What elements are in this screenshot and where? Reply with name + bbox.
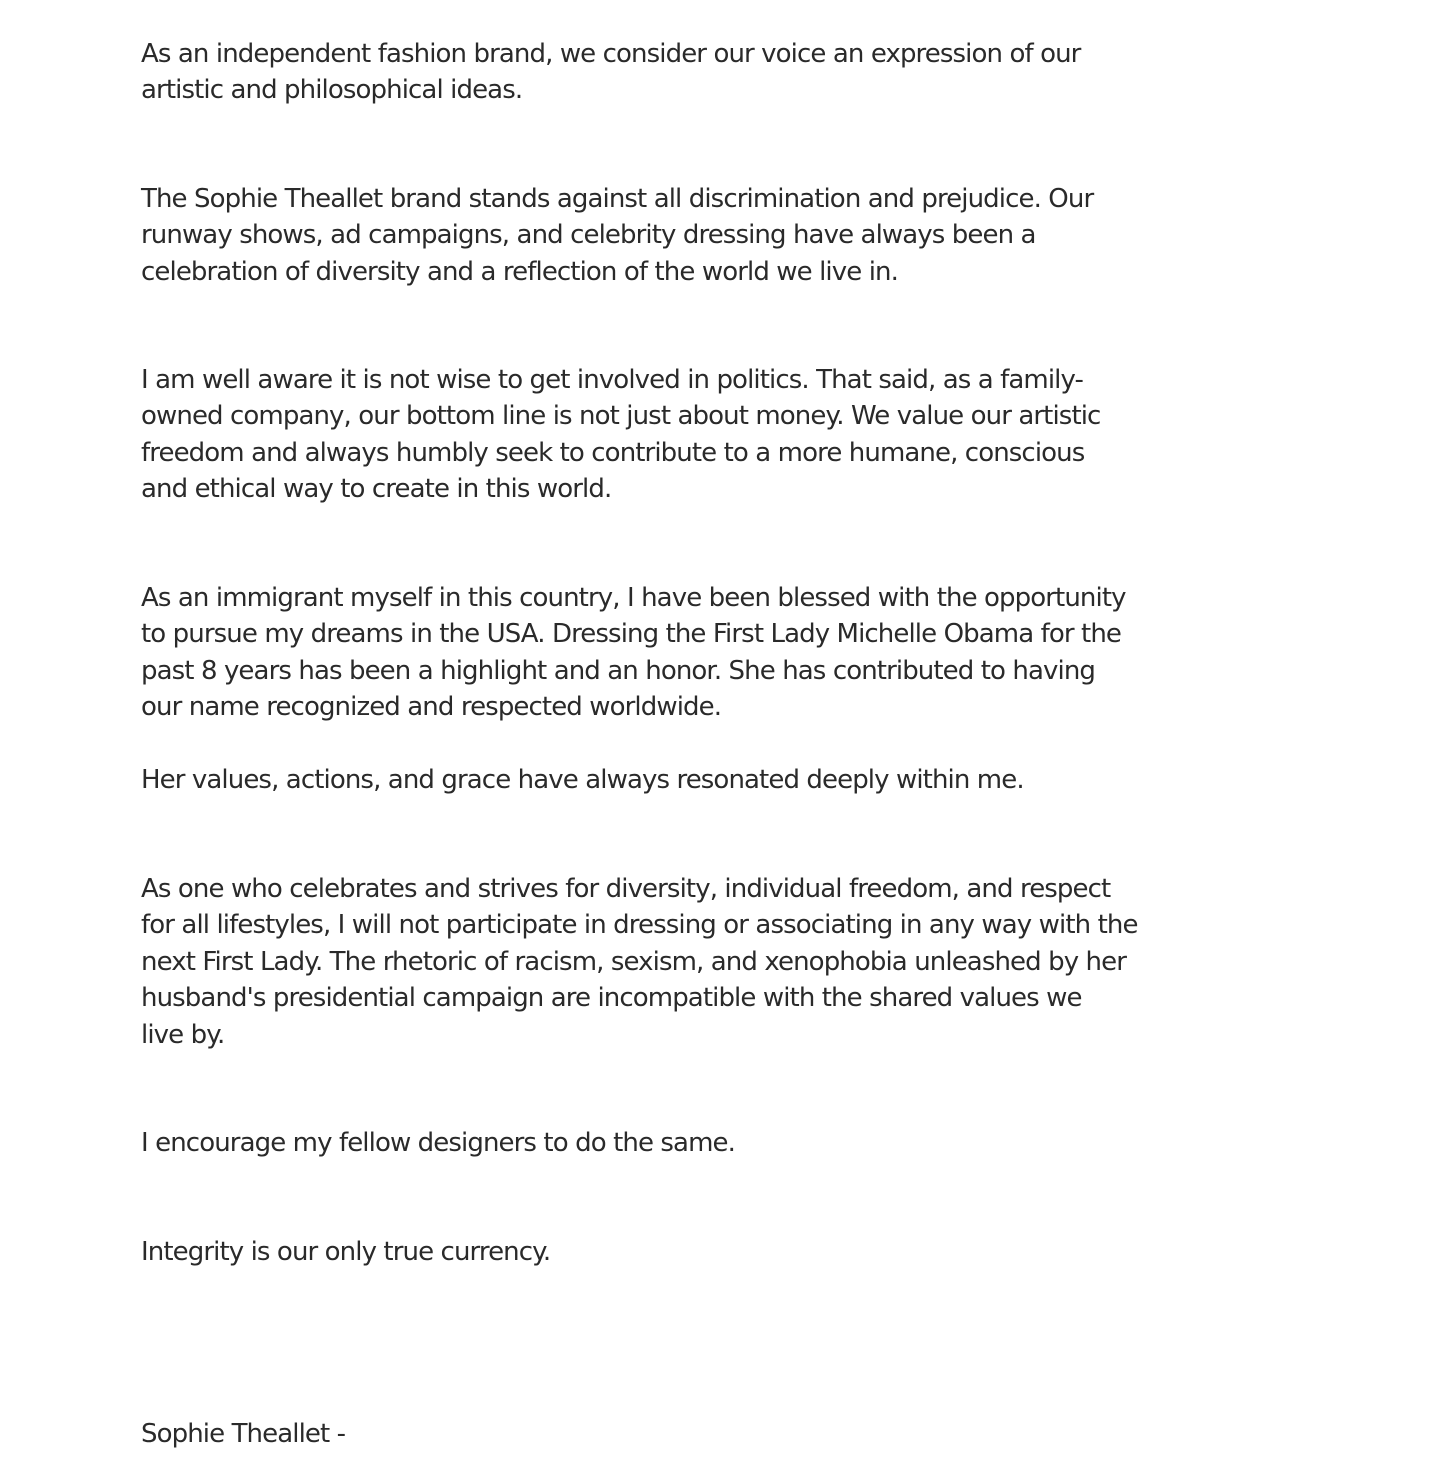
- paragraph-4-line-1: As an immigrant myself in this country, I have been blessed with the opportunity: [141, 583, 1126, 613]
- paragraph-6-line-3: next First Lady. The rhetoric of racism, sexism, and xenophobia unleashed by her: [141, 947, 1127, 977]
- paragraph-3-line-3: freedom and always humbly seek to contribute to a more humane, conscious: [141, 438, 1085, 468]
- paragraph-4-line-2: to pursue my dreams in the USA. Dressing the First Lady Michelle Obama for the: [141, 619, 1121, 649]
- paragraph-6-line-2: for all lifestyles, I will not participate in dressing or associating in any way with the: [141, 910, 1138, 940]
- paragraph-3-line-2: owned company, our bottom line is not just about money. We value our artistic: [141, 401, 1101, 431]
- paragraph-6-line-5: live by.: [141, 1020, 225, 1050]
- paragraph-2-line-1: The Sophie Theallet brand stands against all discrimination and prejudice. Our: [141, 184, 1094, 214]
- paragraph-7-line-1: I encourage my fellow designers to do the same.: [141, 1128, 735, 1158]
- paragraph-1-line-2: artistic and philosophical ideas.: [141, 75, 523, 105]
- paragraph-3-line-1: I am well aware it is not wise to get involved in politics. That said, as a family-: [141, 365, 1084, 395]
- paragraph-4-line-4: our name recognized and respected worldwide.: [141, 692, 722, 722]
- signature: Sophie Theallet -: [141, 1419, 346, 1449]
- paragraph-8-line-1: Integrity is our only true currency.: [141, 1237, 551, 1267]
- paragraph-4-line-3: past 8 years has been a highlight and an honor. She has contributed to having: [141, 656, 1096, 686]
- paragraph-5-line-1: Her values, actions, and grace have always resonated deeply within me.: [141, 765, 1024, 795]
- paragraph-6-line-1: As one who celebrates and strives for diversity, individual freedom, and respect: [141, 874, 1111, 904]
- paragraph-1-line-1: As an independent fashion brand, we consider our voice an expression of our: [141, 39, 1081, 69]
- paragraph-6-line-4: husband's presidential campaign are incompatible with the shared values we: [141, 983, 1082, 1013]
- paragraph-2-line-3: celebration of diversity and a reflection of the world we live in.: [141, 257, 898, 287]
- paragraph-3-line-4: and ethical way to create in this world.: [141, 474, 612, 504]
- paragraph-2-line-2: runway shows, ad campaigns, and celebrity dressing have always been a: [141, 220, 1036, 250]
